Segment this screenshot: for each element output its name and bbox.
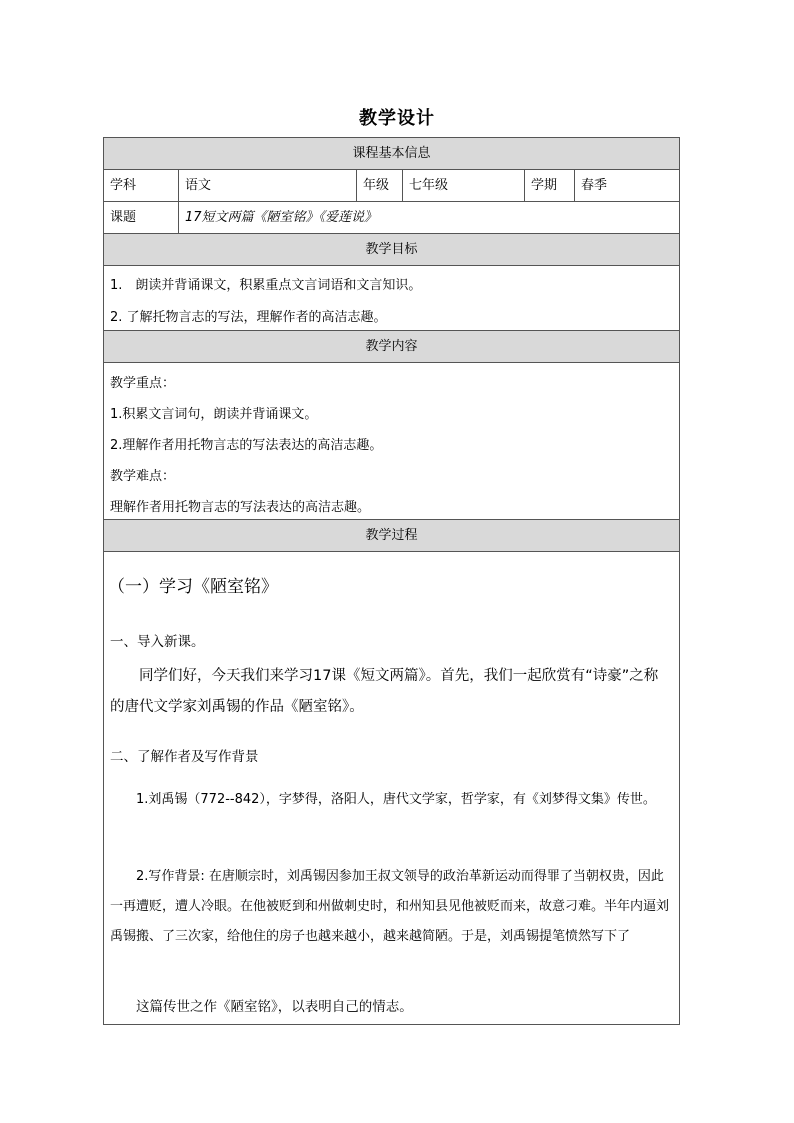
page-title: 教学设计 — [359, 108, 435, 129]
basic-info-header: 课程基本信息 — [104, 138, 679, 170]
goal-item: 1. 朗读并背诵课文，积累重点文言词语和文言知识。 — [110, 278, 422, 293]
key-point-item: 1.积累文言词句，朗读并背诵课文。 — [110, 407, 318, 422]
goals-header: 教学目标 — [104, 234, 679, 266]
step1-title: 一、导入新课。 — [110, 634, 205, 650]
topic-row — [104, 202, 679, 234]
lesson-plan-table — [103, 137, 680, 1025]
goal-item: 2. 了解托物言志的写法，理解作者的高洁志趣。 — [110, 310, 387, 325]
subject-value: 语文 — [179, 170, 357, 201]
background-text: 2.写作背景: 在唐顺宗时，刘禹锡因参加王叔文领导的政治革新运动而得罪了当朝权贵，因此一再遭贬，遭人冷眼。在他被贬到和州做刺史时，和州知县见他被贬而来，故意刁难。半年内逼刘禹锡搬、了三次家，给他住的房子也越来越小，越来越简陋。于是，刘禹锡提笔愤然写下了 — [110, 869, 670, 944]
term-value: 春季 — [581, 178, 608, 193]
topic-label: 课题 — [104, 202, 179, 233]
process-header: 教学过程 — [104, 520, 679, 552]
grade-value: 七年级 — [403, 170, 525, 201]
difficult-point-text: 理解作者用托物言志的写法表达的高洁志趣。 — [110, 500, 371, 515]
term-label: 学期 — [525, 170, 575, 201]
section-title: （一）学习《陋室铭》 — [108, 577, 278, 597]
topic-value: 17短文两篇《陋室铭》《爱莲说》 — [185, 210, 378, 225]
step1-text: 同学们好，今天我们来学习17课《短文两篇》。首先，我们一起欣赏有“诗豪”之称的唐代文学家刘禹锡的作品《陋室铭》。 — [110, 668, 659, 715]
author-text: 1.刘禹锡（772--842），字梦得，洛阳人，唐代文学家，哲学家，有《刘梦得文集》传世。 — [136, 792, 656, 807]
closing-text: 这篇传世之作《陋室铭》，以表明自己的情志。 — [136, 999, 413, 1015]
content-header: 教学内容 — [104, 331, 679, 363]
content-section — [104, 363, 679, 520]
subject-label: 学科 — [104, 170, 179, 201]
key-points-label: 教学重点： — [110, 376, 176, 391]
subject-row — [104, 170, 679, 202]
process-section — [104, 552, 679, 1024]
goals-section — [104, 266, 679, 331]
step2-title: 二、了解作者及写作背景 — [110, 749, 259, 765]
grade-label: 年级 — [357, 170, 403, 201]
difficult-points-label: 教学难点： — [110, 469, 176, 484]
key-point-item: 2.理解作者用托物言志的写法表达的高洁志趣。 — [110, 438, 383, 453]
